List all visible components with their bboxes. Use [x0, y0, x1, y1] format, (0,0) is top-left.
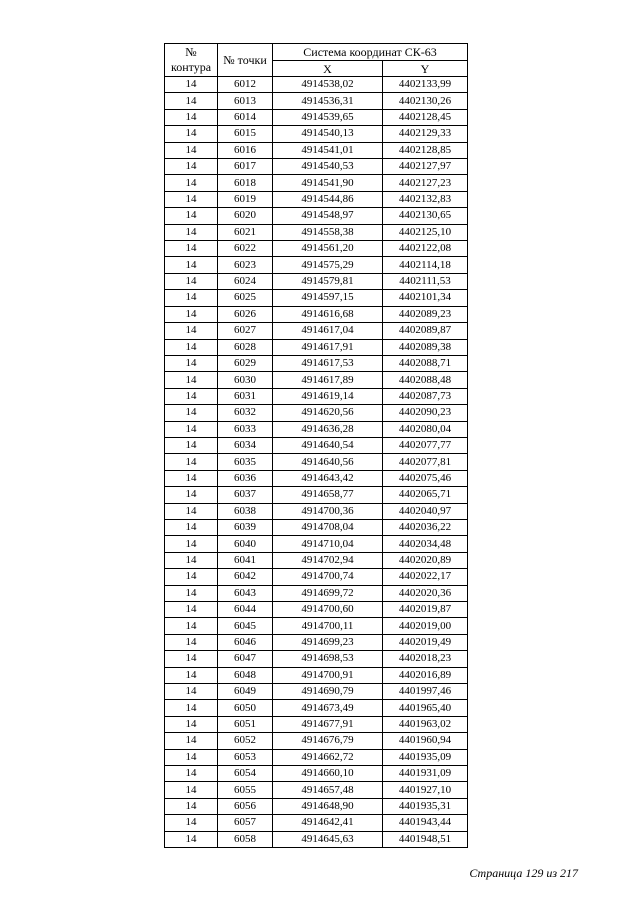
- cell-x: 4914699,72: [273, 585, 383, 601]
- cell-point: 6018: [218, 175, 273, 191]
- cell-y: 4402088,71: [383, 355, 468, 371]
- cell-point: 6039: [218, 519, 273, 535]
- cell-y: 4402130,26: [383, 93, 468, 109]
- cell-contour: 14: [165, 454, 218, 470]
- table-row: [165, 175, 468, 191]
- cell-point: 6058: [218, 831, 273, 847]
- cell-x: 4914658,77: [273, 487, 383, 503]
- cell-y: 4401931,09: [383, 766, 468, 782]
- cell-point: 6014: [218, 109, 273, 125]
- cell-point: 6032: [218, 405, 273, 421]
- cell-y: 4402089,87: [383, 323, 468, 339]
- cell-contour: 14: [165, 159, 218, 175]
- cell-x: 4914662,72: [273, 749, 383, 765]
- cell-x: 4914657,48: [273, 782, 383, 798]
- cell-x: 4914617,53: [273, 355, 383, 371]
- cell-y: 4402019,49: [383, 634, 468, 650]
- cell-x: 4914548,97: [273, 208, 383, 224]
- table-row: [165, 700, 468, 716]
- cell-y: 4402080,04: [383, 421, 468, 437]
- cell-contour: 14: [165, 766, 218, 782]
- cell-y: 4402020,36: [383, 585, 468, 601]
- cell-x: 4914617,04: [273, 323, 383, 339]
- cell-x: 4914561,20: [273, 241, 383, 257]
- cell-contour: 14: [165, 109, 218, 125]
- table-row: [165, 602, 468, 618]
- cell-point: 6051: [218, 716, 273, 732]
- cell-y: 4402114,18: [383, 257, 468, 273]
- cell-x: 4914677,91: [273, 716, 383, 732]
- cell-contour: 14: [165, 355, 218, 371]
- cell-point: 6042: [218, 569, 273, 585]
- cell-y: 4402077,77: [383, 437, 468, 453]
- table-row: [165, 191, 468, 207]
- cell-x: 4914575,29: [273, 257, 383, 273]
- cell-contour: 14: [165, 831, 218, 847]
- cell-contour: 14: [165, 519, 218, 535]
- cell-x: 4914702,94: [273, 552, 383, 568]
- cell-x: 4914643,42: [273, 470, 383, 486]
- table-row: [165, 159, 468, 175]
- table-row: [165, 618, 468, 634]
- cell-x: 4914700,60: [273, 602, 383, 618]
- table-row: [165, 716, 468, 732]
- cell-y: 4402128,85: [383, 142, 468, 158]
- cell-contour: 14: [165, 339, 218, 355]
- cell-y: 4401948,51: [383, 831, 468, 847]
- cell-point: 6034: [218, 437, 273, 453]
- cell-y: 4401935,31: [383, 798, 468, 814]
- table-row: [165, 290, 468, 306]
- table-row: [165, 749, 468, 765]
- cell-y: 4402101,34: [383, 290, 468, 306]
- cell-x: 4914708,04: [273, 519, 383, 535]
- table-row: [165, 355, 468, 371]
- cell-contour: 14: [165, 798, 218, 814]
- cell-point: 6026: [218, 306, 273, 322]
- table-row: [165, 766, 468, 782]
- cell-y: 4402019,87: [383, 602, 468, 618]
- table-row: [165, 569, 468, 585]
- cell-y: 4402111,53: [383, 273, 468, 289]
- cell-x: 4914636,28: [273, 421, 383, 437]
- cell-x: 4914617,91: [273, 339, 383, 355]
- cell-y: 4402133,99: [383, 77, 468, 93]
- cell-y: 4402089,23: [383, 306, 468, 322]
- table-row: [165, 208, 468, 224]
- cell-y: 4402022,17: [383, 569, 468, 585]
- cell-contour: 14: [165, 323, 218, 339]
- table-row: [165, 339, 468, 355]
- table-row: [165, 388, 468, 404]
- table-row: [165, 257, 468, 273]
- cell-point: 6033: [218, 421, 273, 437]
- cell-y: 4402122,08: [383, 241, 468, 257]
- cell-contour: 14: [165, 142, 218, 158]
- table-row: [165, 126, 468, 142]
- cell-x: 4914676,79: [273, 733, 383, 749]
- cell-x: 4914699,23: [273, 634, 383, 650]
- table-row: [165, 224, 468, 240]
- cell-x: 4914690,79: [273, 684, 383, 700]
- cell-x: 4914536,31: [273, 93, 383, 109]
- cell-x: 4914541,90: [273, 175, 383, 191]
- cell-y: 4402016,89: [383, 667, 468, 683]
- cell-x: 4914620,56: [273, 405, 383, 421]
- table-row: [165, 77, 468, 93]
- cell-point: 6053: [218, 749, 273, 765]
- header-coordinate-system: Система координат СК-63: [273, 44, 468, 61]
- cell-x: 4914558,38: [273, 224, 383, 240]
- cell-y: 4402130,65: [383, 208, 468, 224]
- table-row: [165, 93, 468, 109]
- cell-point: 6020: [218, 208, 273, 224]
- cell-y: 4401935,09: [383, 749, 468, 765]
- cell-x: 4914579,81: [273, 273, 383, 289]
- header-x: X: [273, 61, 383, 77]
- table-row: [165, 109, 468, 125]
- cell-contour: 14: [165, 569, 218, 585]
- page-number: Страница 129 из 217: [469, 866, 578, 880]
- cell-y: 4402127,23: [383, 175, 468, 191]
- cell-contour: 14: [165, 684, 218, 700]
- cell-contour: 14: [165, 273, 218, 289]
- cell-x: 4914640,56: [273, 454, 383, 470]
- cell-contour: 14: [165, 306, 218, 322]
- table-row: [165, 273, 468, 289]
- cell-y: 4402075,46: [383, 470, 468, 486]
- cell-y: 4402128,45: [383, 109, 468, 125]
- table-row: [165, 306, 468, 322]
- cell-point: 6056: [218, 798, 273, 814]
- table-row: [165, 241, 468, 257]
- table-row: [165, 503, 468, 519]
- cell-point: 6043: [218, 585, 273, 601]
- cell-y: 4402125,10: [383, 224, 468, 240]
- cell-contour: 14: [165, 290, 218, 306]
- cell-contour: 14: [165, 470, 218, 486]
- cell-contour: 14: [165, 585, 218, 601]
- cell-point: 6013: [218, 93, 273, 109]
- table-row: [165, 519, 468, 535]
- cell-x: 4914698,53: [273, 651, 383, 667]
- cell-y: 4402127,97: [383, 159, 468, 175]
- cell-y: 4402129,33: [383, 126, 468, 142]
- cell-contour: 14: [165, 782, 218, 798]
- header-contour-label: № контура: [170, 45, 212, 74]
- cell-point: 6015: [218, 126, 273, 142]
- cell-contour: 14: [165, 503, 218, 519]
- table-body: [165, 77, 468, 848]
- cell-y: 4401965,40: [383, 700, 468, 716]
- cell-y: 4401960,94: [383, 733, 468, 749]
- cell-point: 6031: [218, 388, 273, 404]
- cell-x: 4914617,89: [273, 372, 383, 388]
- cell-point: 6046: [218, 634, 273, 650]
- table-row: [165, 323, 468, 339]
- table-row: [165, 405, 468, 421]
- cell-x: 4914539,65: [273, 109, 383, 125]
- cell-y: 4402019,00: [383, 618, 468, 634]
- cell-point: 6041: [218, 552, 273, 568]
- cell-point: 6054: [218, 766, 273, 782]
- cell-point: 6024: [218, 273, 273, 289]
- cell-contour: 14: [165, 224, 218, 240]
- cell-x: 4914540,13: [273, 126, 383, 142]
- cell-x: 4914660,10: [273, 766, 383, 782]
- cell-y: 4402018,23: [383, 651, 468, 667]
- table-row: [165, 487, 468, 503]
- cell-contour: 14: [165, 700, 218, 716]
- cell-point: 6029: [218, 355, 273, 371]
- cell-point: 6027: [218, 323, 273, 339]
- cell-point: 6049: [218, 684, 273, 700]
- cell-contour: 14: [165, 405, 218, 421]
- table-row: [165, 372, 468, 388]
- cell-contour: 14: [165, 733, 218, 749]
- table-row: [165, 815, 468, 831]
- cell-point: 6019: [218, 191, 273, 207]
- cell-x: 4914619,14: [273, 388, 383, 404]
- cell-point: 6028: [218, 339, 273, 355]
- cell-x: 4914700,91: [273, 667, 383, 683]
- cell-y: 4402132,83: [383, 191, 468, 207]
- cell-contour: 14: [165, 257, 218, 273]
- cell-x: 4914538,02: [273, 77, 383, 93]
- table-row: [165, 782, 468, 798]
- header-contour-number: [165, 44, 218, 77]
- cell-point: 6030: [218, 372, 273, 388]
- cell-y: 4402088,48: [383, 372, 468, 388]
- table-row: [165, 142, 468, 158]
- cell-contour: 14: [165, 667, 218, 683]
- table-row: [165, 585, 468, 601]
- cell-point: 6044: [218, 602, 273, 618]
- cell-point: 6057: [218, 815, 273, 831]
- coordinates-table: [164, 43, 468, 848]
- cell-x: 4914544,86: [273, 191, 383, 207]
- cell-point: 6050: [218, 700, 273, 716]
- table-row: [165, 421, 468, 437]
- cell-contour: 14: [165, 602, 218, 618]
- table-row: [165, 634, 468, 650]
- table-row: [165, 684, 468, 700]
- table-row: [165, 651, 468, 667]
- cell-point: 6045: [218, 618, 273, 634]
- cell-contour: 14: [165, 77, 218, 93]
- cell-y: 4402089,38: [383, 339, 468, 355]
- cell-x: 4914640,54: [273, 437, 383, 453]
- cell-contour: 14: [165, 175, 218, 191]
- cell-contour: 14: [165, 815, 218, 831]
- cell-contour: 14: [165, 191, 218, 207]
- cell-point: 6023: [218, 257, 273, 273]
- table-row: [165, 733, 468, 749]
- cell-x: 4914616,68: [273, 306, 383, 322]
- cell-x: 4914642,41: [273, 815, 383, 831]
- cell-y: 4402036,22: [383, 519, 468, 535]
- cell-point: 6037: [218, 487, 273, 503]
- cell-contour: 14: [165, 634, 218, 650]
- cell-y: 4402020,89: [383, 552, 468, 568]
- table-row: [165, 437, 468, 453]
- cell-contour: 14: [165, 552, 218, 568]
- cell-point: 6038: [218, 503, 273, 519]
- cell-x: 4914700,74: [273, 569, 383, 585]
- cell-point: 6025: [218, 290, 273, 306]
- cell-point: 6035: [218, 454, 273, 470]
- cell-contour: 14: [165, 487, 218, 503]
- cell-y: 4402087,73: [383, 388, 468, 404]
- table-row: [165, 454, 468, 470]
- cell-contour: 14: [165, 437, 218, 453]
- table-row: [165, 536, 468, 552]
- cell-contour: 14: [165, 93, 218, 109]
- cell-y: 4401927,10: [383, 782, 468, 798]
- cell-y: 4402090,23: [383, 405, 468, 421]
- cell-y: 4402034,48: [383, 536, 468, 552]
- table-row: [165, 470, 468, 486]
- cell-contour: 14: [165, 372, 218, 388]
- table-row: [165, 798, 468, 814]
- cell-y: 4401997,46: [383, 684, 468, 700]
- header-point-number: № точки: [218, 44, 273, 77]
- cell-point: 6047: [218, 651, 273, 667]
- cell-y: 4401963,02: [383, 716, 468, 732]
- cell-y: 4402040,97: [383, 503, 468, 519]
- table-row: [165, 552, 468, 568]
- cell-contour: 14: [165, 749, 218, 765]
- cell-x: 4914541,01: [273, 142, 383, 158]
- cell-y: 4402065,71: [383, 487, 468, 503]
- cell-x: 4914648,90: [273, 798, 383, 814]
- cell-contour: 14: [165, 651, 218, 667]
- cell-contour: 14: [165, 421, 218, 437]
- cell-x: 4914710,04: [273, 536, 383, 552]
- cell-contour: 14: [165, 536, 218, 552]
- cell-x: 4914540,53: [273, 159, 383, 175]
- cell-x: 4914645,63: [273, 831, 383, 847]
- cell-point: 6040: [218, 536, 273, 552]
- cell-point: 6022: [218, 241, 273, 257]
- cell-point: 6016: [218, 142, 273, 158]
- cell-point: 6036: [218, 470, 273, 486]
- cell-contour: 14: [165, 208, 218, 224]
- header-y: Y: [383, 61, 468, 77]
- cell-point: 6012: [218, 77, 273, 93]
- cell-point: 6021: [218, 224, 273, 240]
- cell-x: 4914597,15: [273, 290, 383, 306]
- cell-y: 4401943,44: [383, 815, 468, 831]
- cell-contour: 14: [165, 388, 218, 404]
- cell-y: 4402077,81: [383, 454, 468, 470]
- cell-x: 4914673,49: [273, 700, 383, 716]
- table-row: [165, 667, 468, 683]
- cell-x: 4914700,36: [273, 503, 383, 519]
- cell-contour: 14: [165, 126, 218, 142]
- cell-point: 6048: [218, 667, 273, 683]
- cell-contour: 14: [165, 716, 218, 732]
- cell-contour: 14: [165, 241, 218, 257]
- cell-point: 6017: [218, 159, 273, 175]
- cell-x: 4914700,11: [273, 618, 383, 634]
- cell-contour: 14: [165, 618, 218, 634]
- cell-point: 6052: [218, 733, 273, 749]
- table-row: [165, 831, 468, 847]
- cell-point: 6055: [218, 782, 273, 798]
